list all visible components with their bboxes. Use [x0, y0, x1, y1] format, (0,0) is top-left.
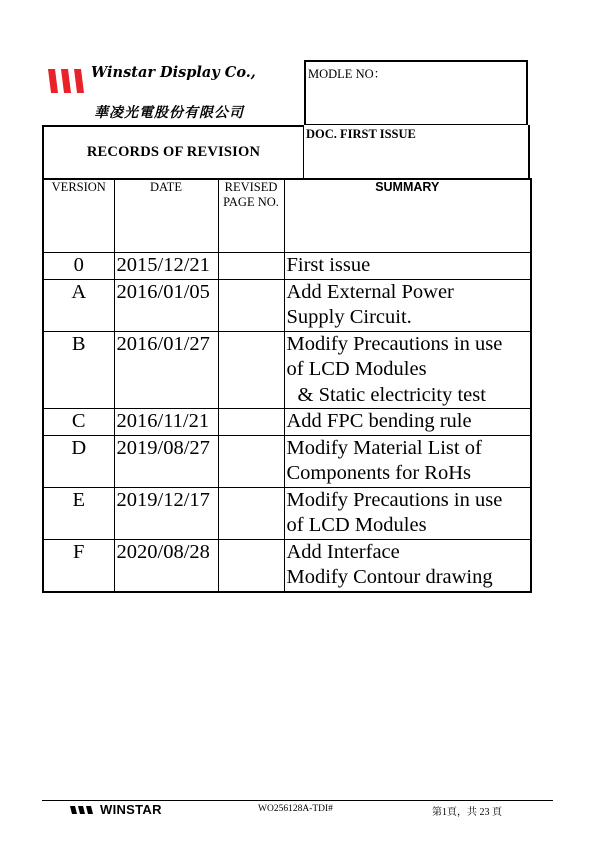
summary-line: Modify Precautions in use	[286, 488, 503, 511]
summary-cell	[284, 487, 531, 539]
summary-line: Modify Precautions in use	[286, 332, 503, 355]
table-row	[43, 487, 531, 539]
revised-page-cell	[218, 279, 284, 331]
doc-first-issue-label: DOC. FIRST ISSUE	[306, 127, 416, 141]
summary-line: Components for RoHs	[286, 462, 471, 484]
summary-line: Add FPC bending rule	[286, 410, 472, 432]
revised-page-cell	[218, 487, 284, 539]
footer-doc-number: WO256128A-TDI#	[258, 804, 333, 814]
revised-page-cell	[218, 409, 284, 436]
table-row	[43, 331, 531, 409]
date-header: DATE	[114, 179, 218, 253]
table-row	[43, 279, 531, 331]
summary-cell	[284, 539, 531, 592]
summary-line: & Static electricity test	[297, 383, 486, 406]
revised-header-line1: REVISED	[224, 180, 278, 194]
summary-line: Add Interface	[286, 540, 400, 563]
version-cell: E	[43, 487, 114, 539]
summary-line: Modify Material List of	[286, 436, 482, 459]
revised-page-cell	[218, 435, 284, 487]
revised-page-cell	[218, 331, 284, 409]
date-cell: 2015/12/21	[114, 253, 218, 280]
version-cell: 0	[43, 253, 114, 280]
summary-line: Supply Circuit.	[286, 306, 412, 328]
table-header-row	[43, 179, 531, 253]
footer-divider	[42, 800, 553, 801]
table-row	[43, 539, 531, 592]
version-header: VERSION	[43, 179, 114, 253]
summary-cell	[284, 409, 531, 436]
records-title-box	[42, 125, 304, 178]
footer-page-number: 第1頁，共 23 頁	[432, 807, 502, 818]
revised-page-cell	[218, 253, 284, 280]
revised-header-line2: PAGE NO.	[223, 195, 279, 209]
company-block	[42, 60, 304, 125]
revised-page-cell	[218, 539, 284, 592]
company-name-en: Winstar Display Co.,	[91, 64, 256, 81]
date-cell: 2019/12/17	[114, 487, 218, 539]
version-cell: A	[43, 279, 114, 331]
document-header	[42, 60, 530, 178]
winstar-logo-icon	[46, 66, 88, 96]
version-cell: C	[43, 409, 114, 436]
version-cell: F	[43, 539, 114, 592]
date-cell: 2016/01/05	[114, 279, 218, 331]
winstar-footer-logo-icon	[70, 804, 96, 816]
version-cell: B	[43, 331, 114, 409]
model-number-label: MODLE NO：	[308, 67, 387, 81]
summary-cell	[284, 279, 531, 331]
summary-cell	[284, 331, 531, 409]
date-cell: 2016/11/21	[114, 409, 218, 436]
summary-cell	[284, 435, 531, 487]
date-cell: 2016/01/27	[114, 331, 218, 409]
summary-line: of LCD Modules	[286, 358, 427, 380]
summary-line: Modify Contour drawing	[286, 566, 493, 588]
revised-page-header	[218, 179, 284, 253]
summary-line: First issue	[286, 254, 371, 276]
date-cell: 2019/08/27	[114, 435, 218, 487]
table-row	[43, 409, 531, 436]
table-row	[43, 253, 531, 280]
summary-line: Add External Power	[286, 280, 454, 303]
footer-logo	[70, 802, 162, 817]
summary-header: SUMMARY	[284, 179, 531, 253]
model-number-box	[304, 60, 528, 125]
summary-cell	[284, 253, 531, 280]
records-title: RECORDS OF REVISION	[86, 144, 261, 160]
doc-first-issue-box	[304, 125, 530, 178]
table-row	[43, 435, 531, 487]
date-cell: 2020/08/28	[114, 539, 218, 592]
summary-line: of LCD Modules	[286, 514, 427, 536]
company-name-cn: 華凌光電股份有限公司	[94, 106, 244, 121]
version-cell: D	[43, 435, 114, 487]
revision-table	[42, 178, 532, 593]
footer-logo-text: WINSTAR	[100, 802, 162, 817]
